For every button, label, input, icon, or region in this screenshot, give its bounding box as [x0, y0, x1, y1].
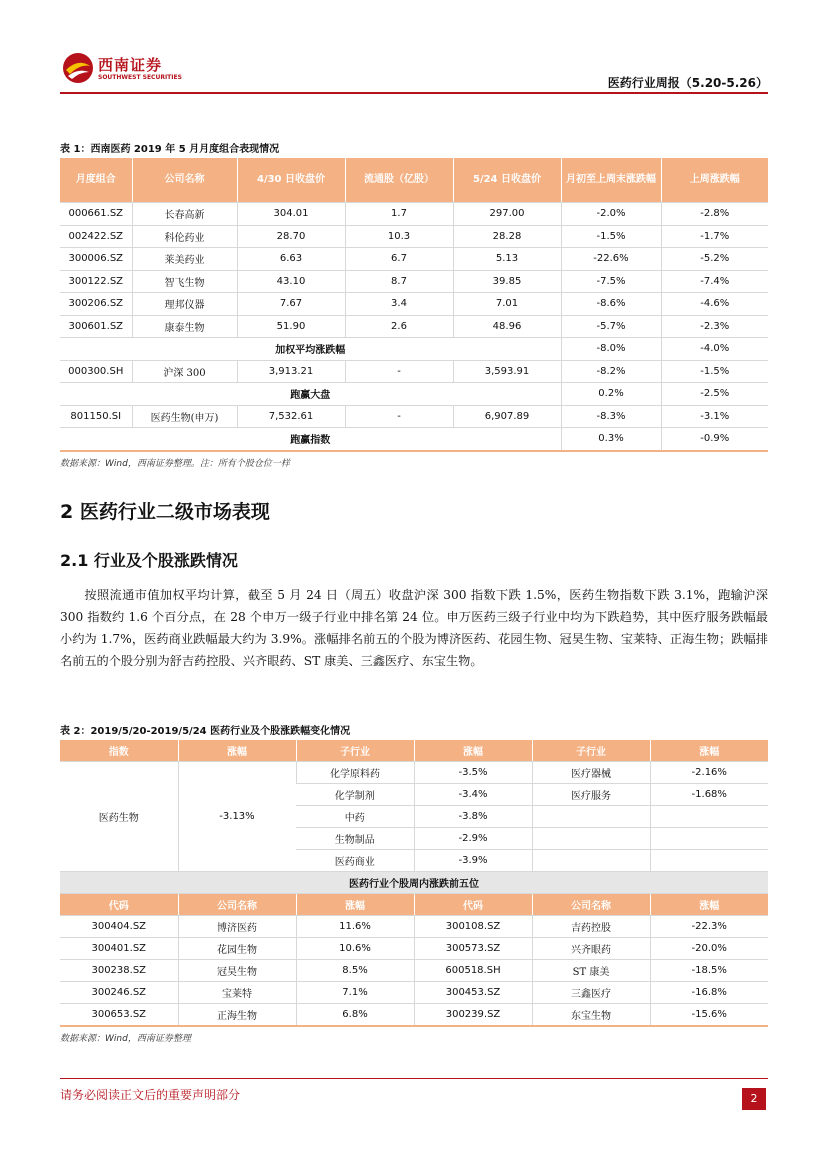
table-cell [650, 806, 768, 828]
table-cell: 医疗服务 [532, 784, 650, 806]
table-cell: 297.00 [453, 203, 561, 226]
table-cell: -0.9% [661, 428, 768, 451]
table-cell: 医药商业 [296, 850, 414, 872]
column-header: 公司名称 [132, 158, 237, 203]
column-header: 流通股（亿股） [345, 158, 453, 203]
footer-disclaimer: 请务必阅读正文后的重要声明部分 [60, 1088, 241, 1102]
column-header: 5/24 日收盘价 [453, 158, 561, 203]
table2-caption: 表 2：2019/5/20-2019/5/24 医药行业及个股涨跌幅变化情况 [60, 726, 351, 737]
column-header: 月初至上周末涨跌幅 [561, 158, 661, 203]
table-cell: 6.63 [237, 248, 345, 271]
table-cell: 吉药控股 [532, 916, 650, 938]
page-header [60, 48, 768, 94]
table-cell: -3.5% [414, 762, 532, 784]
table-cell: 医疗器械 [532, 762, 650, 784]
table-cell: -1.68% [650, 784, 768, 806]
table-cell: 莱美药业 [132, 248, 237, 271]
table-row [60, 225, 768, 248]
table-cell: 28.28 [453, 225, 561, 248]
table-cell: 康泰生物 [132, 315, 237, 338]
table-cell: 3.4 [345, 293, 453, 316]
table-cell [532, 806, 650, 828]
table-cell: -8.0% [561, 338, 661, 361]
table-cell: -22.6% [561, 248, 661, 271]
table-cell: -3.1% [661, 405, 768, 428]
table-cell: 跑赢大盘 [60, 383, 561, 406]
table-cell: 6,907.89 [453, 405, 561, 428]
table-cell: 中药 [296, 806, 414, 828]
table-cell: -8.3% [561, 405, 661, 428]
table-row [60, 248, 768, 271]
table-cell: 300238.SZ [60, 960, 178, 982]
table-cell: -7.4% [661, 270, 768, 293]
header-divider [60, 92, 768, 94]
table-cell: 科伦药业 [132, 225, 237, 248]
column-header: 子行业 [296, 740, 414, 762]
table-cell: 002422.SZ [60, 225, 132, 248]
table-cell: 跑赢指数 [60, 428, 561, 451]
summary-row [60, 383, 768, 406]
table-cell: -22.3% [650, 916, 768, 938]
portfolio-table [60, 158, 768, 452]
table-cell: -4.6% [661, 293, 768, 316]
table-cell: 300006.SZ [60, 248, 132, 271]
table-cell: 11.6% [296, 916, 414, 938]
table-header-row [60, 158, 768, 203]
table-cell: -2.0% [561, 203, 661, 226]
table-cell: 7,532.61 [237, 405, 345, 428]
column-header: 子行业 [532, 740, 650, 762]
table-cell: -8.2% [561, 360, 661, 383]
table-cell: 28.70 [237, 225, 345, 248]
industry-change-table [60, 740, 768, 1027]
column-header: 涨幅 [650, 894, 768, 916]
summary-row [60, 338, 768, 361]
table-cell: -4.0% [661, 338, 768, 361]
column-header: 涨幅 [650, 740, 768, 762]
table-cell: 000661.SZ [60, 203, 132, 226]
column-header: 涨幅 [296, 894, 414, 916]
table-cell: 300108.SZ [414, 916, 532, 938]
summary-row [60, 428, 768, 451]
table-cell: 博济医药 [178, 916, 296, 938]
table-cell: 生物制品 [296, 828, 414, 850]
table-row [60, 1004, 768, 1027]
subsection-heading: 2.1 行业及个股涨跌情况 [60, 551, 238, 570]
table-cell: 医药行业个股周内涨跌前五位 [60, 872, 768, 894]
table-cell: -15.6% [650, 1004, 768, 1027]
table-cell: 花园生物 [178, 938, 296, 960]
table-cell: 39.85 [453, 270, 561, 293]
table-cell: 300246.SZ [60, 982, 178, 1004]
table-cell: -3.13% [178, 762, 296, 872]
table-cell: 48.96 [453, 315, 561, 338]
table-cell [532, 828, 650, 850]
table1-caption: 表 1：西南医药 2019 年 5 月月度组合表现情况 [60, 144, 280, 155]
table-cell: 6.7 [345, 248, 453, 271]
table-row [60, 982, 768, 1004]
table-cell: 智飞生物 [132, 270, 237, 293]
table-cell: 医药生物(申万) [132, 405, 237, 428]
table-cell: -18.5% [650, 960, 768, 982]
table-row [60, 270, 768, 293]
table-cell: 长春高新 [132, 203, 237, 226]
table-cell: 医药生物 [60, 762, 178, 872]
table-cell: 000300.SH [60, 360, 132, 383]
table-row [60, 960, 768, 982]
table-cell: -1.7% [661, 225, 768, 248]
table-cell: 6.8% [296, 1004, 414, 1027]
table-cell: 8.7 [345, 270, 453, 293]
table-cell: 300573.SZ [414, 938, 532, 960]
table-cell: 7.67 [237, 293, 345, 316]
table-cell: -2.16% [650, 762, 768, 784]
table-cell: 0.3% [561, 428, 661, 451]
table-cell: 7.1% [296, 982, 414, 1004]
table-cell: 东宝生物 [532, 1004, 650, 1027]
table-cell: -2.8% [661, 203, 768, 226]
table-header-row [60, 740, 768, 762]
section-label-row [60, 872, 768, 894]
table-cell [532, 850, 650, 872]
table-cell: 600518.SH [414, 960, 532, 982]
table1-source: 数据来源：Wind，西南证券整理。注：所有个股仓位一样 [60, 459, 290, 469]
column-header: 公司名称 [532, 894, 650, 916]
table-cell: 沪深 300 [132, 360, 237, 383]
table-cell: - [345, 405, 453, 428]
table-cell: 理邦仪器 [132, 293, 237, 316]
table-cell: -20.0% [650, 938, 768, 960]
table-cell: -3.4% [414, 784, 532, 806]
column-header: 涨幅 [414, 740, 532, 762]
table-cell: - [345, 360, 453, 383]
report-title: 医药行业周报（5.20-5.26） [607, 76, 768, 90]
table-cell [650, 828, 768, 850]
table-cell: 化学原料药 [296, 762, 414, 784]
table2-source: 数据来源：Wind，西南证券整理 [60, 1034, 191, 1044]
table-cell: 300239.SZ [414, 1004, 532, 1027]
table-cell: -2.5% [661, 383, 768, 406]
column-header: 上周涨跌幅 [661, 158, 768, 203]
table-cell: -1.5% [561, 225, 661, 248]
table-cell: -5.2% [661, 248, 768, 271]
section-heading: 2 医药行业二级市场表现 [60, 501, 270, 523]
column-header: 4/30 日收盘价 [237, 158, 345, 203]
table-cell: 3,913.21 [237, 360, 345, 383]
column-header: 涨幅 [178, 740, 296, 762]
table-cell: 304.01 [237, 203, 345, 226]
table-cell: -2.3% [661, 315, 768, 338]
table-cell: 43.10 [237, 270, 345, 293]
table-row [60, 938, 768, 960]
table-row [60, 405, 768, 428]
table-cell: -1.5% [661, 360, 768, 383]
logo-text-cn: 西南证券 [98, 56, 163, 74]
logo-text-en: SOUTHWEST SECURITIES [98, 74, 182, 81]
footer-divider [60, 1078, 768, 1079]
table-cell: 7.01 [453, 293, 561, 316]
table-header-row [60, 894, 768, 916]
table-row [60, 360, 768, 383]
table-cell: 0.2% [561, 383, 661, 406]
table-cell: 300453.SZ [414, 982, 532, 1004]
table-cell: 51.90 [237, 315, 345, 338]
table-cell: 兴齐眼药 [532, 938, 650, 960]
table-cell: 加权平均涨跌幅 [60, 338, 561, 361]
table-cell: 化学制剂 [296, 784, 414, 806]
table-cell: -16.8% [650, 982, 768, 1004]
table-cell: 三鑫医疗 [532, 982, 650, 1004]
table-cell: 宝莱特 [178, 982, 296, 1004]
company-logo [62, 50, 212, 86]
table-cell: 300404.SZ [60, 916, 178, 938]
table-cell: -3.8% [414, 806, 532, 828]
table-cell: -3.9% [414, 850, 532, 872]
table-cell: 1.7 [345, 203, 453, 226]
table-cell: -7.5% [561, 270, 661, 293]
body-paragraph: 按照流通市值加权平均计算，截至 5 月 24 日（周五）收盘沪深 300 指数下跌 1.5%，医药生物指数下跌 3.1%，跑输沪深 300 指数约 1.6 个百分点，在 28 个申万一级子行业中排名第 24 位。申万医药三级子行业中均为下跌趋势，其中医疗服务跌幅最小约为 1.7%，医药商业跌幅最大约为 3.9%。涨幅排名前五的个股为博济医药、花园生物、冠昊生物、宝莱特、正海生物；跌幅排名前五的个股分别为舒吉药控股、兴齐眼药、ST 康美、三鑫医疗、东宝生物。 [60, 588, 768, 668]
table-row [60, 203, 768, 226]
table-cell: -8.6% [561, 293, 661, 316]
column-header: 代码 [414, 894, 532, 916]
column-header: 月度组合 [60, 158, 132, 203]
table-row [60, 315, 768, 338]
table-row [60, 293, 768, 316]
table-cell: 300122.SZ [60, 270, 132, 293]
table-cell: 10.3 [345, 225, 453, 248]
table-cell: 冠昊生物 [178, 960, 296, 982]
table-cell: 正海生物 [178, 1004, 296, 1027]
table-cell: 300206.SZ [60, 293, 132, 316]
column-header: 公司名称 [178, 894, 296, 916]
table-cell: 300601.SZ [60, 315, 132, 338]
table-cell: 300653.SZ [60, 1004, 178, 1027]
table-cell: 8.5% [296, 960, 414, 982]
table-cell: -5.7% [561, 315, 661, 338]
table-cell: ST 康美 [532, 960, 650, 982]
table-cell: 801150.SI [60, 405, 132, 428]
table-cell: 2.6 [345, 315, 453, 338]
table-cell: 3,593.91 [453, 360, 561, 383]
page-number: 2 [742, 1088, 766, 1110]
column-header: 指数 [60, 740, 178, 762]
table-row [60, 762, 768, 784]
table-cell [650, 850, 768, 872]
table-cell: 10.6% [296, 938, 414, 960]
table-row [60, 916, 768, 938]
table-cell: 5.13 [453, 248, 561, 271]
table-cell: 300401.SZ [60, 938, 178, 960]
table-cell: -2.9% [414, 828, 532, 850]
logo-mark-icon [62, 52, 94, 84]
column-header: 代码 [60, 894, 178, 916]
